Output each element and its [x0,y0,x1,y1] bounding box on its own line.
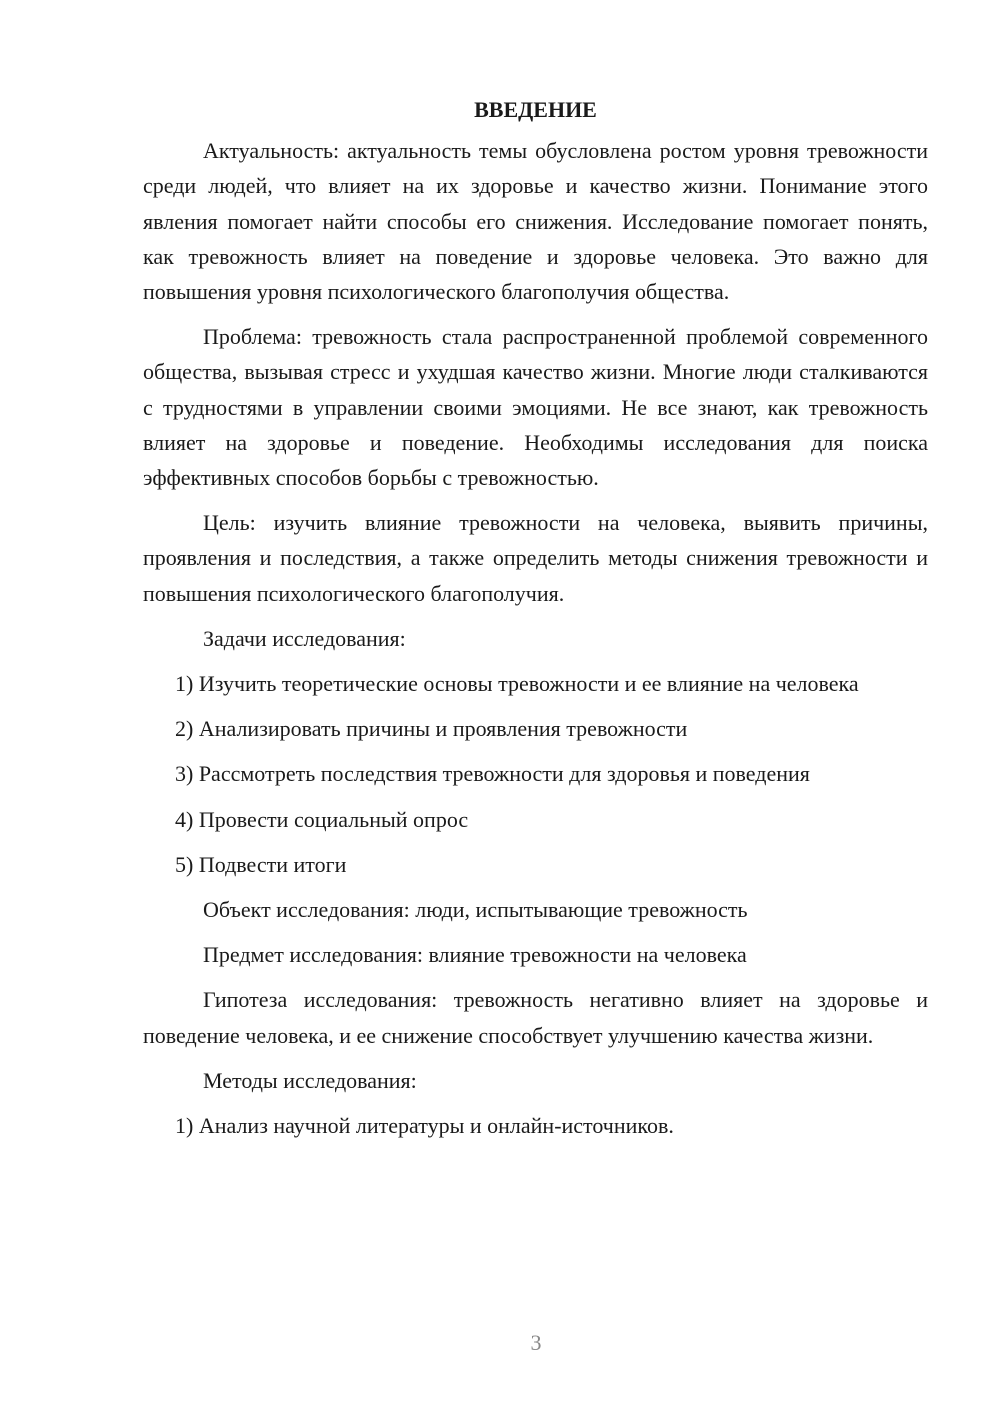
methods-heading: Методы исследования: [203,1067,417,1093]
tasks-heading: Задачи исследования: [203,625,406,651]
task-item: 3) Рассмотреть последствия тревожности для здоровья и поведения [175,761,810,787]
paragraph-problem: Проблема: тревожность стала распространенной проблемой современного общества, вызывая стресс и ухудшая качество жизни. Многие люди сталкиваются с трудностями в управлении своими эмоциями. Не все знают, как тревожность влияет на здоровье и поведение. Необходимы исследования для поиска эффективных способов борьбы с тревожностью. [143,324,928,491]
task-item: 1) Изучить теоретические основы тревожности и ее влияние на человека [175,671,859,697]
page-number: 3 [530,1330,542,1355]
paragraph-subject: Предмет исследования: влияние тревожности на человека [203,942,747,968]
task-item: 2) Анализировать причины и проявления тревожности [175,716,688,742]
paragraph-hypothesis: Гипотеза исследования: тревожность негативно влияет на здоровье и поведение человека, и ее снижение способствует улучшению качества жизни. [143,987,928,1048]
task-item: 5) Подвести итоги [175,851,347,877]
method-item: 1) Анализ научной литературы и онлайн-источников. [175,1113,674,1139]
paragraph-goal: Цель: изучить влияние тревожности на человека, выявить причины, проявления и последствия, а также определить методы снижения тревожности и повышения психологического благополучия. [143,510,928,606]
document-page [143,92,928,1153]
paragraph-relevance: Актуальность: актуальность темы обусловлена ростом уровня тревожности среди людей, что влияет на их здоровье и качество жизни. Понимание этого явления помогает найти способы его снижения. Исследование помогает понять, как тревожность влияет на поведение и здоровье человека. Это важно для повышения уровня психологического благополучия общества. [143,138,928,305]
section-title: ВВЕДЕНИЕ [474,97,597,122]
task-item: 4) Провести социальный опрос [175,806,469,832]
paragraph-object: Объект исследования: люди, испытывающие тревожность [203,897,748,923]
